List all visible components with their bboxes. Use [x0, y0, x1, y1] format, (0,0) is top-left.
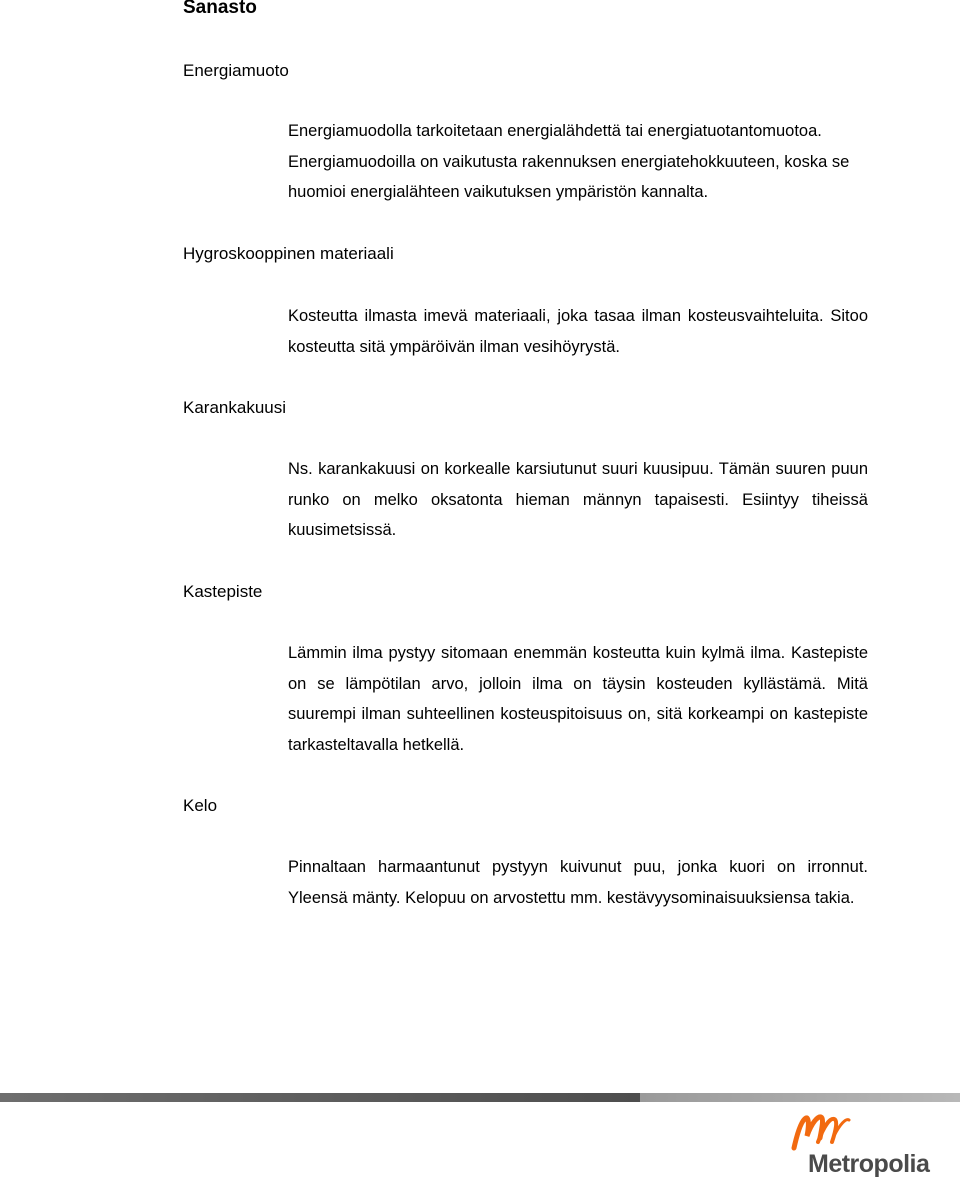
page-title: Sanasto: [183, 0, 257, 18]
term-kastepiste: Kastepiste: [183, 582, 263, 601]
definition-text: Kosteutta ilmasta imevä materiaali, joka tasaa ilman kosteusvaihteluita. Sitoo kosteutta sitä ympäröivän ilman vesihöyrystä.: [288, 307, 868, 356]
definition-hygroskooppinen-materiaali: [288, 301, 868, 362]
footer-band-light: [640, 1093, 960, 1102]
term-energiamuoto: Energiamuoto: [183, 61, 289, 80]
footer-band: [0, 1093, 960, 1105]
definition-kastepiste: [288, 638, 868, 760]
definition-text: Pinnaltaan harmaantunut pystyyn kuivunut puu, jonka kuori on irronnut. Yleensä mänty. Kelopuu on arvostettu mm. kestävyysominaisuuksiensa takia.: [288, 858, 868, 907]
definition-text: Lämmin ilma pystyy sitomaan enemmän kosteutta kuin kylmä ilma. Kastepiste on se lämpötilan arvo, jolloin ilma on täysin kosteuden kyllästämä. Mitä suurempi ilman suhteellinen kosteuspitoisuus on, sitä korkeampi on kastepiste tarkasteltavalla hetkellä.: [288, 644, 868, 754]
definition-text: Ns. karankakuusi on korkealle karsiutunut suuri kuusipuu. Tämän suuren puun runko on melko oksatonta hieman männyn tapaisesti. Esiintyy tiheissä kuusimetsissä.: [288, 460, 868, 539]
definition-kelo: [288, 852, 868, 913]
term-hygroskooppinen-materiaali: Hygroskooppinen materiaali: [183, 244, 394, 263]
footer-band-dark: [0, 1093, 640, 1102]
definition-energiamuoto: [288, 116, 868, 208]
term-kelo: Kelo: [183, 796, 218, 815]
definition-text: Energiamuodolla tarkoitetaan energialähdettä tai energiatuotantomuotoa. Energiamuodoilla on vaikutusta rakennuksen energiatehokkuuteen, koska se huomioi energialähteen vaikutuksen ympäristön kannalta.: [288, 122, 850, 201]
definition-karankakuusi: [288, 454, 868, 546]
metropolia-logo-wordmark: Metropolia: [808, 1150, 930, 1178]
term-karankakuusi: Karankakuusi: [183, 398, 287, 417]
